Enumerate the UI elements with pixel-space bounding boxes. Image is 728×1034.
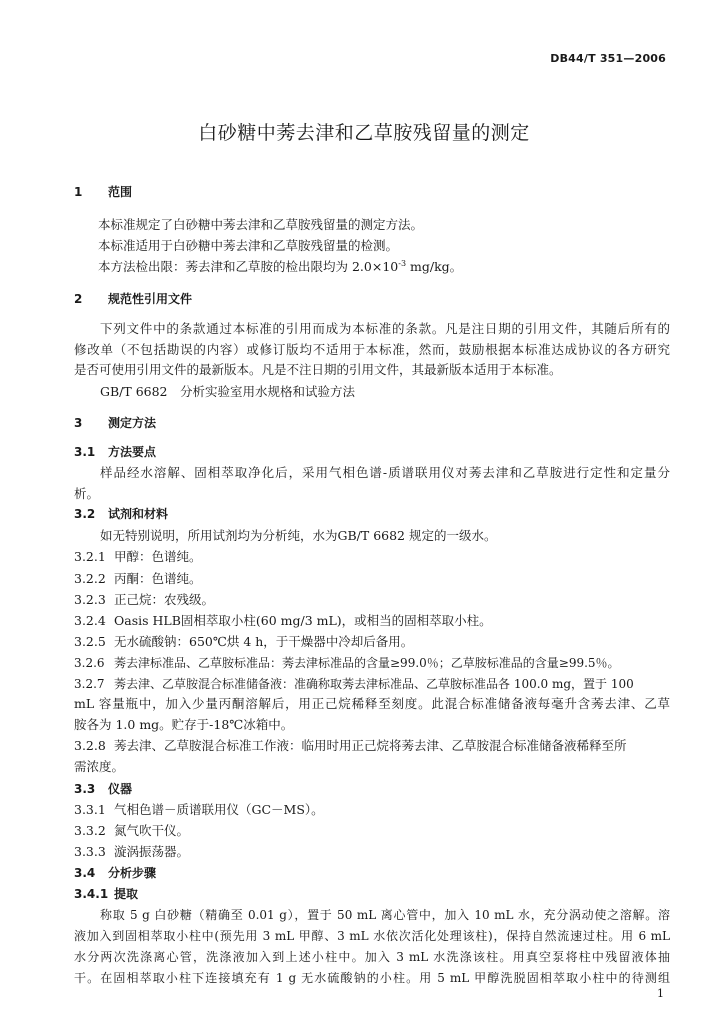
paragraph-line: 析。 [74,486,100,501]
paragraph-line: 下列文件中的条款通过本标准的引用而成为本标准的条款。凡是注日期的引用文件，其随后所有的 [100,321,670,336]
item-text: 无水硫酸钠：650℃烘 4 h，于干燥器中冷却后备用。 [114,634,414,649]
section-number: 3 [74,416,83,430]
section-title: 规范性引用文件 [108,292,193,306]
paragraph: 本标准适用于白砂糖中莠去津和乙草胺残留量的检测。 [98,238,399,253]
list-item [74,613,670,629]
item-text: 漩涡振荡器。 [114,844,190,859]
subsection-3-2-heading [74,506,670,522]
text-part: mg/kg。 [406,259,463,274]
list-item [74,634,670,650]
paragraph-line: 样品经水溶解、固相萃取净化后，采用气相色谱-质谱联用仪对莠去津和乙草胺进行定性和定量分 [100,465,670,480]
item-text: Oasis HLB固相萃取小柱(60 mg/3 mL)，或相当的固相萃取小柱。 [114,613,492,628]
section-title: 范围 [108,185,133,199]
item-number: 3.2.4 [74,613,106,628]
list-item [74,823,670,839]
page-number: 1 [657,987,664,1000]
item-text: 莠去津、乙草胺混合标准储备液：准确称取莠去津标准品、乙草胺标准品各 100.0 mg，置于 100 [114,677,634,691]
item-text: 丙酮：色谱纯。 [114,571,202,586]
subsection-3-4-heading [74,865,670,881]
paragraph-line: mL 容量瓶中，加入少量丙酮溶解后，用正己烷稀释至刻度。此混合标准储备液每毫升含莠去津、乙草 [74,696,670,711]
section-title: 分析步骤 [108,866,157,880]
section-title: 试剂和材料 [108,507,169,521]
item-number: 3.3.2 [74,823,106,838]
section-number: 3.2 [74,507,96,521]
paragraph-line: 干。在固相萃取小柱下连接填充有 1 g 无水硫酸钠的小柱。用 5 mL 甲醇洗脱固相萃取小柱中的待测组 [74,971,670,985]
item-number: 3.2.8 [74,738,106,753]
section-number: 3.3 [74,782,96,796]
paragraph-line: 需浓度。 [74,759,125,774]
subsection-3-3-heading [74,781,670,797]
section-3-heading [74,415,670,431]
section-number: 3.4.1 [74,887,109,901]
subsection-3-4-1-heading [74,886,670,902]
item-number: 3.2.2 [74,571,106,586]
list-item [74,802,670,818]
paragraph-line: 称取 5 g 白砂糖（精确至 0.01 g），置于 50 mL 离心管中，加入 10 mL 水，充分涡动使之溶解。溶 [100,908,670,922]
list-item [74,592,670,608]
item-text: 气相色谱－质谱联用仪（GC－MS）。 [114,802,324,817]
subsection-3-1-heading [74,444,670,460]
paragraph-line: 是否可使用引用文件的最新版本。凡是不注日期的引用文件，其最新版本适用于本标准。 [74,362,562,377]
superscript: -3 [398,258,407,268]
paragraph: 本标准规定了白砂糖中莠去津和乙草胺残留量的测定方法。 [98,217,424,232]
normative-reference: GB/T 6682 分析实验室用水规格和试验方法 [100,384,356,399]
list-item [74,655,670,671]
paragraph: 如无特别说明，所用试剂均为分析纯，水为GB/T 6682 规定的一级水。 [100,528,497,543]
standard-code: DB44/T 351—2006 [550,52,666,65]
section-2-heading [74,291,670,307]
paragraph-line: 液加入到固相萃取小柱中(预先用 3 mL 甲醇、3 mL 水依次活化处理该柱)，保持自然流速过柱。用 6 mL [74,929,670,943]
section-number: 3.1 [74,445,96,459]
paragraph-line: 胺各为 1.0 mg。贮存于-18℃冰箱中。 [74,717,294,732]
item-text: 莠去津标准品、乙草胺标准品：莠去津标准品的含量≥99.0％；乙草胺标准品的含量≥99.5％。 [114,656,620,670]
list-item [74,676,670,692]
item-number: 3.2.6 [74,656,105,670]
text-part: 本方法检出限：莠去津和乙草胺的检出限均为 2.0×10 [98,259,399,274]
section-title: 提取 [114,887,139,901]
item-number: 3.2.5 [74,634,106,649]
list-item [74,549,670,565]
list-item [74,738,670,754]
section-title: 方法要点 [108,445,157,459]
paragraph-line: 修改单（不包括勘误的内容）或修订版均不适用于本标准，然而，鼓励根据本标准达成协议的各方研究 [74,342,670,357]
list-item [74,571,670,587]
section-title: 仪器 [108,782,133,796]
section-number: 2 [74,292,83,306]
item-number: 3.2.7 [74,677,105,691]
item-number: 3.3.1 [74,802,106,817]
item-text: 莠去津、乙草胺混合标准工作液：临用时用正己烷将莠去津、乙草胺混合标准储备液稀释至所 [114,738,627,753]
list-item [74,844,670,860]
item-text: 氮气吹干仪。 [114,823,190,838]
item-number: 3.2.3 [74,592,106,607]
item-number: 3.2.1 [74,549,106,564]
section-number: 1 [74,185,83,199]
section-1-heading [74,184,670,200]
detection-limit-paragraph [74,259,670,275]
item-text: 正己烷：农残级。 [114,592,215,607]
document-title: 白砂糖中莠去津和乙草胺残留量的测定 [198,122,530,144]
item-text: 甲醇：色谱纯。 [114,549,202,564]
section-number: 3.4 [74,866,96,880]
paragraph-line: 水分两次洗涤离心管，洗涤液加入到上述小柱中。加入 3 mL 水洗涤该柱。用真空泵将柱中残留液体抽 [74,950,670,964]
item-number: 3.3.3 [74,844,106,859]
section-title: 测定方法 [108,416,157,430]
